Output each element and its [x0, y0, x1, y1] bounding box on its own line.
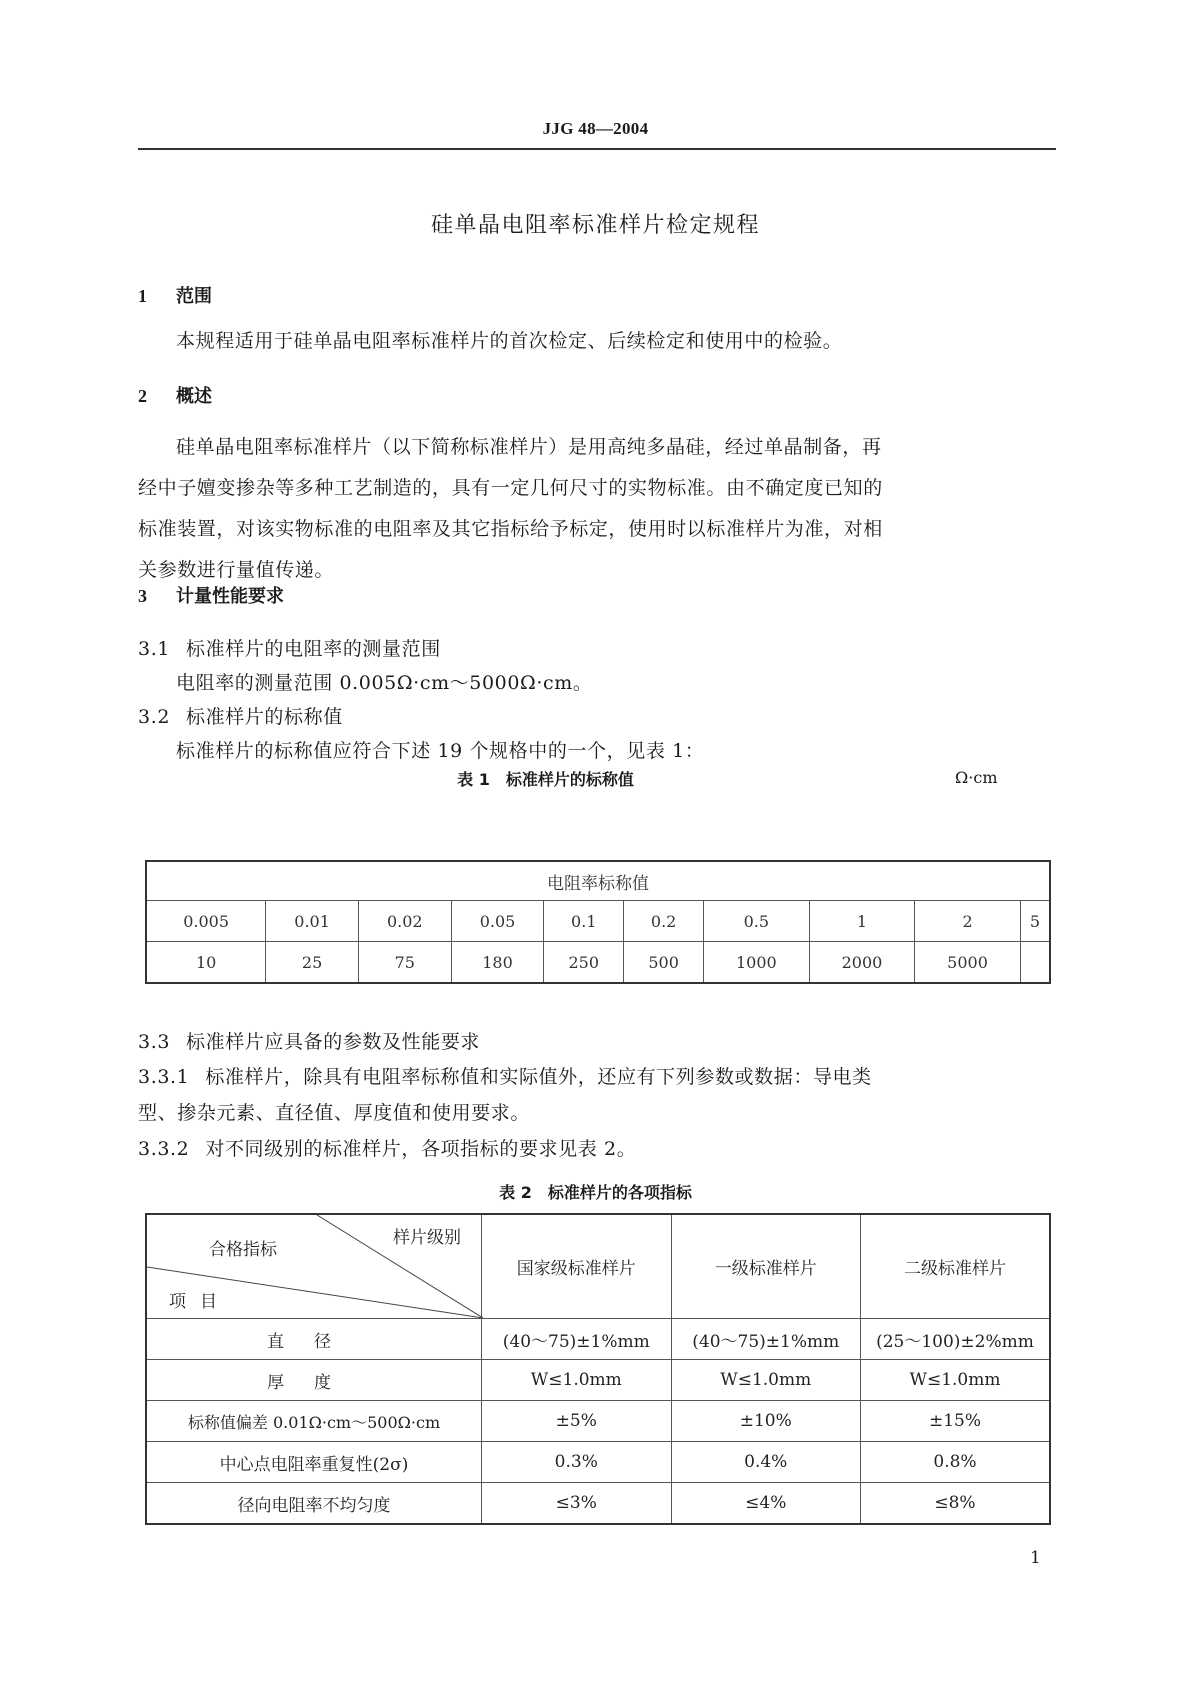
document-title: 硅单晶电阻率标准样片检定规程: [430, 213, 760, 238]
table-cell: ±5%: [482, 1401, 671, 1442]
table-row: [146, 1483, 1050, 1525]
subsection-3-1-text: 电阻率的测量范围 0.005Ω·cm～5000Ω·cm。: [176, 672, 593, 694]
table-cell: ≤4%: [671, 1483, 860, 1525]
table-cell: (40～75)±1%mm: [671, 1319, 860, 1360]
subsection-number: 3.3.2: [138, 1138, 190, 1160]
table-cell: 0.1: [544, 901, 624, 942]
header-rule: [138, 148, 1056, 150]
subsection-3-2-heading: [138, 702, 343, 729]
table-cell: 1000: [704, 942, 810, 984]
table-cell: 0.005: [146, 901, 266, 942]
table-row: [146, 1360, 1050, 1401]
row-label: 厚度: [146, 1360, 482, 1401]
table-cell: 2: [915, 901, 1021, 942]
table-cell: 0.02: [358, 901, 451, 942]
table-cell: 25: [266, 942, 359, 984]
section-2-heading: [138, 382, 212, 408]
section-1-heading: [138, 282, 212, 308]
table-cell: 2000: [809, 942, 915, 984]
table-header-row: [146, 1214, 1050, 1319]
table-cell: 5000: [915, 942, 1021, 984]
table-cell: W≤1.0mm: [671, 1360, 860, 1401]
subsection-text: 标准样片，除具有电阻率标称值和实际值外，还应有下列参数或数据：导电类: [205, 1066, 872, 1088]
row-label: 中心点电阻率重复性(2σ): [146, 1442, 482, 1483]
table-cell: ≤3%: [482, 1483, 671, 1525]
section-number: 1: [138, 286, 147, 306]
table-cell: ±10%: [671, 1401, 860, 1442]
subsection-3-3-heading: [138, 1027, 480, 1054]
subsection-number: 3.2: [138, 706, 171, 728]
section-title: 概述: [176, 386, 212, 407]
table-header-row: [146, 861, 1050, 901]
subsection-number: 3.3.1: [138, 1066, 190, 1088]
section-number: 2: [138, 386, 147, 406]
section-3-heading: [138, 582, 284, 608]
section-title: 计量性能要求: [176, 586, 284, 607]
criteria-label: 合格指标: [209, 1240, 277, 1260]
paragraph-line: 标准装置，对该实物标准的电阻率及其它指标给予标定，使用时以标准样片为准，对相: [138, 518, 883, 540]
section-1-text: 本规程适用于硅单晶电阻率标准样片的首次检定、后续检定和使用中的检验。: [176, 330, 843, 352]
paragraph-line: 硅单晶电阻率标准样片（以下简称标准样片）是用高纯多晶硅，经过单晶制备，再: [176, 436, 882, 458]
table-cell: (40～75)±1%mm: [482, 1319, 671, 1360]
table-header-cell: 电阻率标称值: [146, 861, 1050, 901]
table-cell: 180: [451, 942, 544, 984]
table-cell: 500: [624, 942, 704, 984]
column-header: 二级标准样片: [860, 1214, 1050, 1319]
table-cell: 0.4%: [671, 1442, 860, 1483]
table-row: [146, 942, 1050, 984]
table-cell: 0.01: [266, 901, 359, 942]
subsection-text: 对不同级别的标准样片，各项指标的要求见表 2。: [205, 1138, 637, 1160]
paragraph-line: 经中子嬗变掺杂等多种工艺制造的，具有一定几何尺寸的实物标准。由不确定度已知的: [138, 477, 883, 499]
column-group-label: 样片级别: [393, 1228, 462, 1248]
table-cell: [1020, 942, 1050, 984]
table-cell: 0.5: [704, 901, 810, 942]
table-cell: 0.2: [624, 901, 704, 942]
subsection-3-3-1-continued: 型、掺杂元素、直径值、厚度值和使用要求。: [138, 1102, 531, 1124]
subsection-3-3-2: [138, 1134, 636, 1161]
subsection-title: 标准样片的标称值: [186, 706, 343, 728]
table-cell: W≤1.0mm: [482, 1360, 671, 1401]
subsection-title: 标准样片的电阻率的测量范围: [186, 638, 441, 660]
subsection-title: 标准样片应具备的参数及性能要求: [186, 1031, 481, 1053]
table-cell: (25～100)±2%mm: [860, 1319, 1050, 1360]
row-label: 径向电阻率不均匀度: [146, 1483, 482, 1525]
table-cell: 75: [358, 942, 451, 984]
table-cell: 0.3%: [482, 1442, 671, 1483]
paragraph-line: 关参数进行量值传递。: [138, 559, 335, 581]
table-cell: 10: [146, 942, 266, 984]
table-cell: W≤1.0mm: [860, 1360, 1050, 1401]
column-header: 国家级标准样片: [482, 1214, 671, 1319]
table-cell: 250: [544, 942, 624, 984]
table-cell: 0.8%: [860, 1442, 1050, 1483]
row-label: 直径: [146, 1319, 482, 1360]
table-cell: 5: [1020, 901, 1050, 942]
table-row: [146, 1401, 1050, 1442]
table-row: [146, 1442, 1050, 1483]
section-number: 3: [138, 586, 147, 606]
table-cell: ≤8%: [860, 1483, 1050, 1525]
item-label: 项目: [169, 1292, 231, 1312]
table-cell: ±15%: [860, 1401, 1050, 1442]
subsection-number: 3.1: [138, 638, 171, 660]
table-2-caption: 表 2 标准样片的各项指标: [499, 1183, 692, 1202]
table-row: [146, 901, 1050, 942]
section-2-paragraph: [138, 427, 1058, 591]
subsection-number: 3.3: [138, 1031, 171, 1053]
subsection-3-3-1: [138, 1062, 1058, 1089]
row-label: 标称值偏差 0.01Ω·cm～500Ω·cm: [146, 1401, 482, 1442]
document-code: JJG 48—2004: [542, 119, 649, 138]
table-row: [146, 1319, 1050, 1360]
diagonal-header-cell: [146, 1214, 482, 1319]
subsection-3-2-text: 标准样片的标称值应符合下述 19 个规格中的一个，见表 1：: [176, 740, 705, 762]
subsection-3-1-heading: [138, 634, 441, 661]
table-1-caption: 表 1 标准样片的标称值: [457, 770, 634, 789]
table-2-specifications: [145, 1213, 1051, 1525]
section-title: 范围: [176, 286, 212, 307]
column-header: 一级标准样片: [671, 1214, 860, 1319]
table-cell: 0.05: [451, 901, 544, 942]
table-1-nominal-values: [145, 860, 1051, 984]
page-number: 1: [1030, 1548, 1041, 1568]
table-1-unit: Ω·cm: [955, 768, 998, 787]
table-cell: 1: [809, 901, 915, 942]
